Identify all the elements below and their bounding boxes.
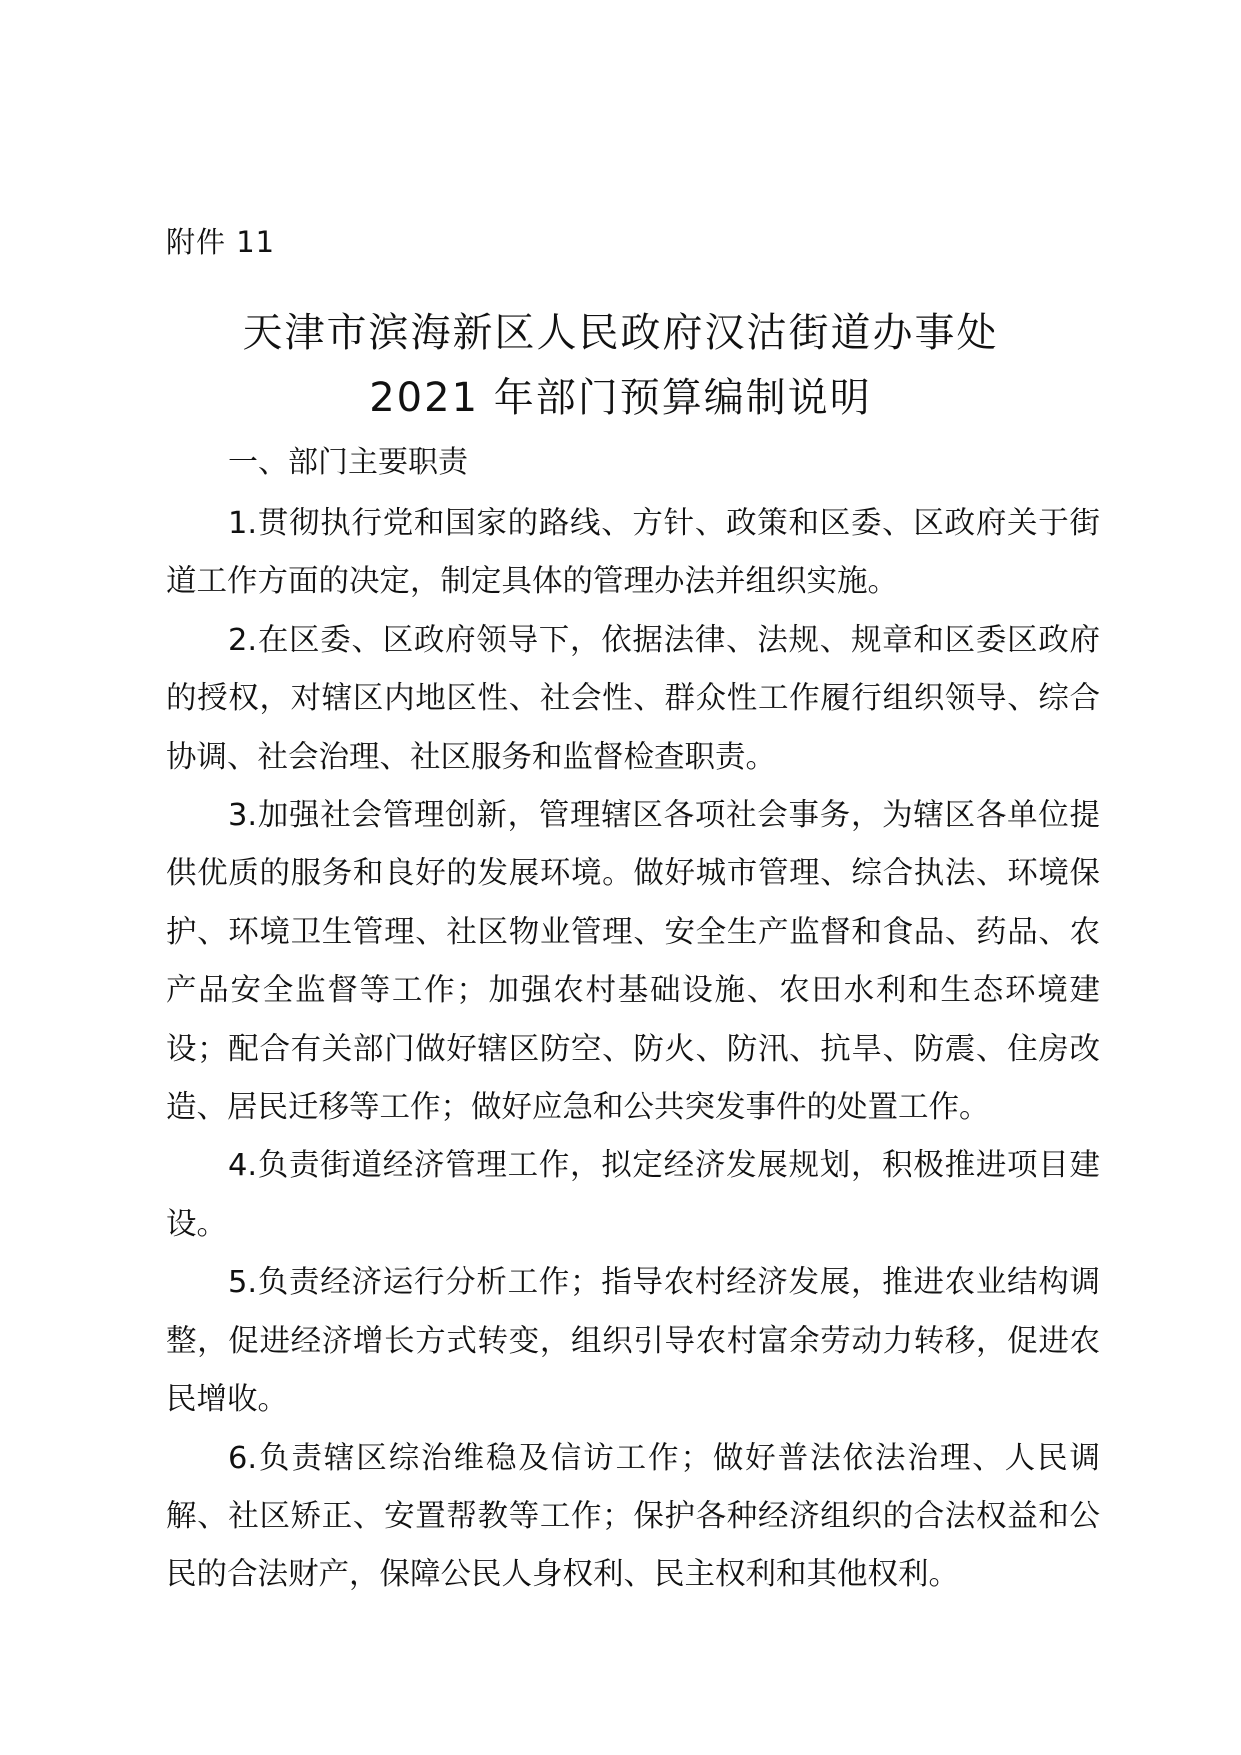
document-title-line-1: 天津市滨海新区人民政府汉沽街道办事处 [242, 310, 999, 356]
section-heading: 一、部门主要职责 [228, 445, 468, 480]
document-title-line-2: 2021 年部门预算编制说明 [369, 375, 872, 421]
paragraph-5: 5.负责经济运行分析工作；指导农村经济发展，推进农业结构调整，促进经济增长方式转变，组织引导农村富余劳动力转移，促进农民增收。 [166, 1265, 1100, 1418]
document-body [166, 495, 1100, 1605]
paragraph-3: 3.加强社会管理创新，管理辖区各项社会事务，为辖区各单位提供优质的服务和良好的发展环境。做好城市管理、综合执法、环境保护、环境卫生管理、社区物业管理、安全生产监督和食品、药品、农产品安全监督等工作；加强农村基础设施、农田水利和生态环境建设；配合有关部门做好辖区防空、防火、防汛、抗旱、防震、住房改造、居民迁移等工作；做好应急和公共突发事件的处置工作。 [166, 798, 1100, 1126]
paragraph-2: 2.在区委、区政府领导下，依据法律、法规、规章和区委区政府的授权，对辖区内地区性、社会性、群众性工作履行组织领导、综合协调、社会治理、社区服务和监督检查职责。 [166, 622, 1100, 775]
paragraph-4: 4.负责街道经济管理工作，拟定经济发展规划，积极推进项目建设。 [166, 1148, 1100, 1242]
paragraph-1: 1.贯彻执行党和国家的路线、方针、政策和区委、区政府关于街道工作方面的决定，制定具体的管理办法并组织实施。 [166, 506, 1100, 600]
paragraph-6: 6.负责辖区综治维稳及信访工作；做好普法依法治理、人民调解、社区矫正、安置帮教等工作；保护各种经济组织的合法权益和公民的合法财产，保障公民人身权利、民主权利和其他权利。 [166, 1440, 1100, 1593]
attachment-label: 附件 11 [166, 225, 276, 259]
